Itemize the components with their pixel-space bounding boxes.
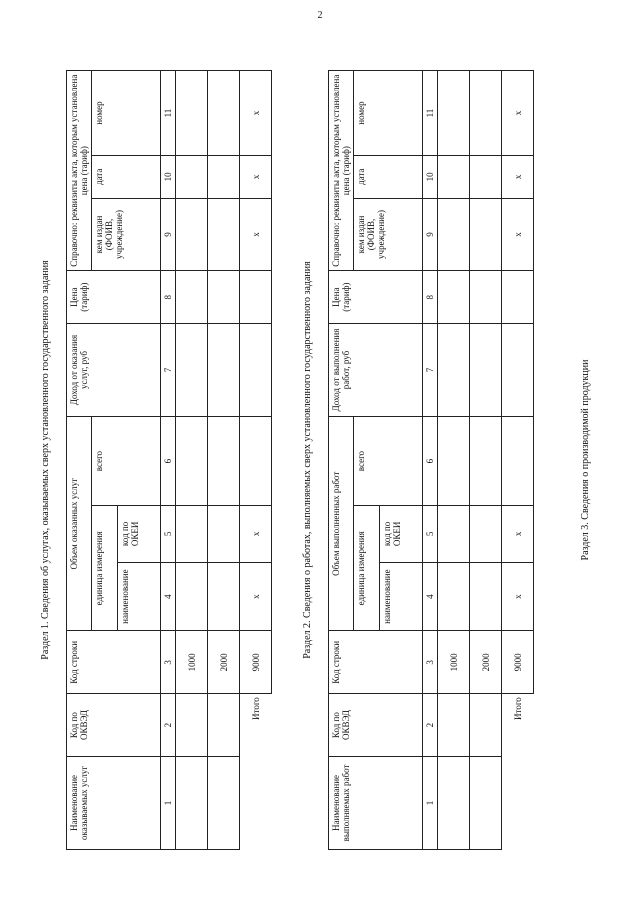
total-okei: х: [502, 506, 534, 563]
rotated-content: [40, 60, 600, 860]
total-row-code: 9000: [240, 631, 272, 694]
col-name-header: Наименование оказываемых услуг: [67, 756, 161, 849]
total-okei: х: [240, 506, 272, 563]
total-issuer: х: [502, 198, 534, 271]
col-income-header: Доход от выполнения работ, руб: [329, 323, 423, 416]
col-number-cell: 1: [161, 756, 176, 849]
col-okved-header: Код по ОКВЭД: [329, 694, 423, 757]
total-number: х: [240, 71, 272, 156]
table-row: [470, 71, 502, 850]
col-row-code-header: Код строки: [329, 631, 423, 694]
col-number-cell: 6: [423, 417, 438, 506]
section-2: [302, 60, 557, 860]
col-number-cell: 5: [161, 506, 176, 563]
col-date-header: дата: [354, 156, 423, 198]
col-volume-header: Объем выполненных работ: [329, 417, 354, 631]
col-price-header: Цена (тариф): [67, 271, 161, 324]
col-number-cell: 10: [161, 156, 176, 198]
total-label: Итого: [502, 694, 534, 757]
col-issuer-header: кем издан (ФОИВ, учреждение): [354, 198, 423, 271]
col-okei-header: код по ОКЕИ: [380, 506, 423, 563]
section-2-table: [328, 70, 534, 850]
header-row-1: [329, 71, 354, 850]
col-unit-header: единица измерения: [354, 506, 380, 631]
row-code-cell: 2000: [208, 631, 240, 694]
col-number-cell: 3: [423, 631, 438, 694]
total-date: х: [502, 156, 534, 198]
col-number-cell: 11: [423, 71, 438, 156]
row-code-cell: 1000: [176, 631, 208, 694]
header-row-1: [67, 71, 92, 850]
total-label: Итого: [240, 694, 272, 757]
col-unit-name-header: наименование: [380, 562, 423, 631]
col-number-cell: 9: [423, 198, 438, 271]
col-unit-name-header: наименование: [118, 562, 161, 631]
col-ref-header: Справочно: реквизиты акта, которым установлена цена (тариф): [329, 71, 354, 271]
section-1-title: Раздел 1. Сведения об услугах, оказываемых сверх установленного государственного задания: [40, 260, 51, 660]
col-number-cell: 8: [423, 271, 438, 324]
col-number-cell: 7: [161, 324, 176, 417]
column-number-row: [423, 71, 438, 850]
col-number-header: номер: [92, 71, 161, 156]
col-okved-header: Код по ОКВЭД: [67, 694, 161, 757]
section-3-title: Раздел 3. Сведения о производимой продукции: [580, 359, 591, 561]
section-2-title: Раздел 2. Сведения о работах, выполняемых сверх установленного государственного задания: [302, 261, 313, 659]
col-row-code-header: Код строки: [67, 631, 161, 694]
col-number-cell: 2: [423, 694, 438, 757]
total-unit-name: х: [502, 562, 534, 631]
col-ref-header: Справочно: реквизиты акта, которым установлена цена (тариф): [67, 71, 92, 271]
col-number-cell: 7: [423, 323, 438, 416]
col-total-header: всего: [92, 417, 161, 506]
col-number-cell: 10: [423, 156, 438, 198]
table-row-total: [502, 71, 534, 850]
col-number-cell: 4: [423, 562, 438, 631]
total-date: х: [240, 156, 272, 198]
col-issuer-header: кем издан (ФОИВ, учреждение): [92, 198, 161, 271]
col-price-header: Цена (тариф): [329, 271, 423, 324]
row-code-cell: 1000: [438, 631, 470, 694]
table-row: [438, 71, 470, 850]
col-number-cell: 5: [423, 506, 438, 563]
table-row-total: [240, 71, 272, 850]
col-number-cell: 9: [161, 198, 176, 271]
col-okei-header: код по ОКЕИ: [118, 506, 161, 563]
col-number-cell: 11: [161, 71, 176, 156]
col-name-header: Наименование выполняемых работ: [329, 756, 423, 849]
col-income-header: Доход от оказания услуг, руб: [67, 324, 161, 417]
column-number-row: [161, 71, 176, 850]
col-total-header: всего: [354, 417, 423, 506]
section-1-table: [66, 70, 272, 850]
col-number-cell: 3: [161, 631, 176, 694]
total-issuer: х: [240, 198, 272, 271]
col-number-header: номер: [354, 71, 423, 156]
total-row-code: 9000: [502, 631, 534, 694]
row-code-cell: 2000: [470, 631, 502, 694]
col-number-cell: 6: [161, 417, 176, 506]
col-number-cell: 8: [161, 271, 176, 324]
table-row: [176, 71, 208, 850]
table-row: [208, 71, 240, 850]
col-number-cell: 4: [161, 562, 176, 631]
section-1: [40, 60, 295, 860]
col-number-cell: 2: [161, 694, 176, 757]
col-unit-header: единица измерения: [92, 506, 118, 631]
col-date-header: дата: [92, 156, 161, 198]
total-number: х: [502, 71, 534, 156]
col-volume-header: Объем оказанных услуг: [67, 417, 92, 631]
col-number-cell: 1: [423, 756, 438, 849]
total-unit-name: х: [240, 562, 272, 631]
page-number: 2: [317, 10, 323, 21]
